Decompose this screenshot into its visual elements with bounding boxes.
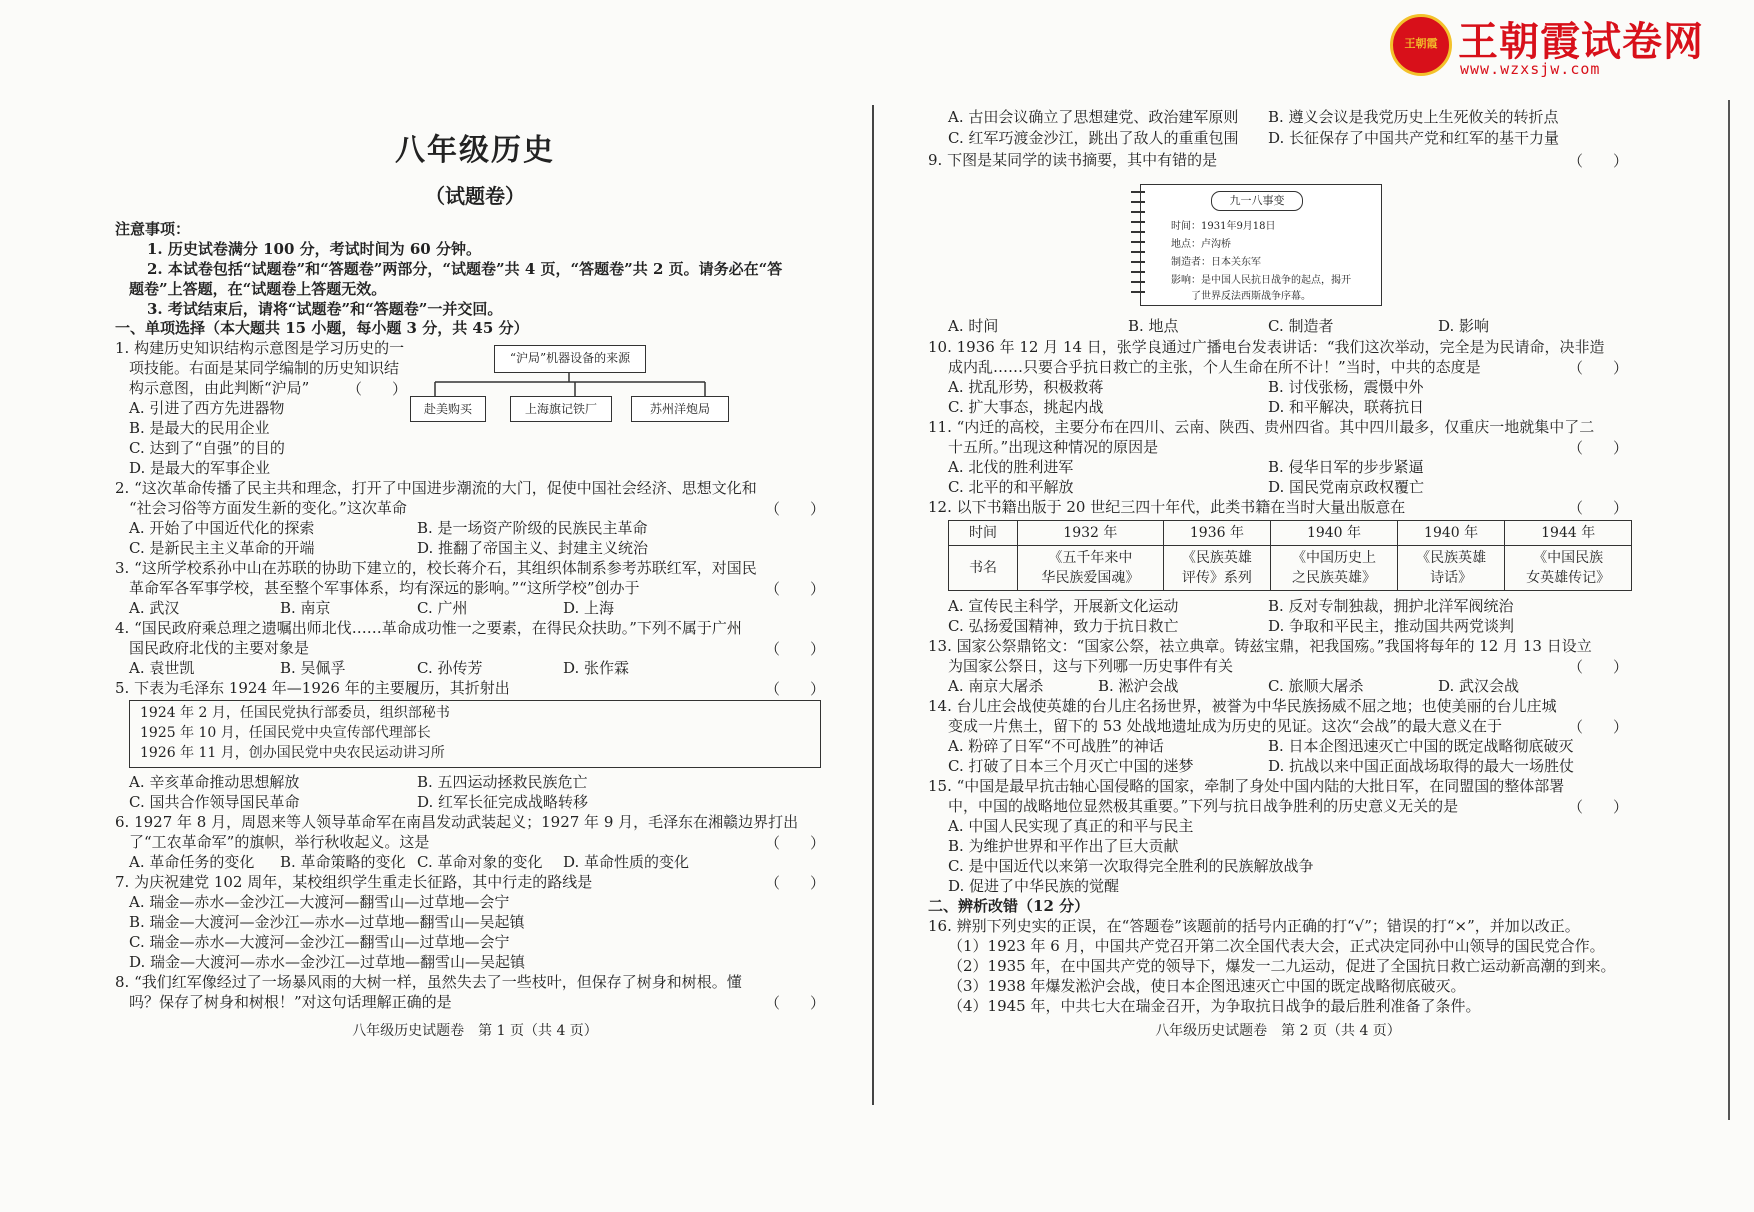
q9-option-b: B. 地点 — [1128, 317, 1179, 335]
logo-name: 王朝霞试卷网 — [1458, 19, 1704, 65]
q11-line1: 11. “内迁的高校，主要分布在四川、云南、陕西、贵州四省。其中四川最多，仅重庆一地就集中了二 — [928, 418, 1595, 436]
logo-url: www.wzxsjw.com — [1460, 60, 1601, 78]
answer-paren: （ ） — [1568, 439, 1629, 457]
q10-line1: 10. 1936 年 12 月 14 日，张学良通过广播电台发表讲话：“我们这次举动，完全是为民请命，决非造 — [928, 338, 1605, 356]
page-subtitle: （试题卷） — [425, 184, 525, 208]
q7-option-b: B. 瑞金—大渡河—金沙江—赤水—过草地—翻雪山—吴起镇 — [129, 913, 525, 931]
answer-paren: （ ） — [1568, 798, 1629, 816]
notes-impact: 影响：是中国人民抗日战争的起点，揭开 — [1171, 275, 1351, 286]
q14-option-a: A. 粉碎了日军“不可战胜”的神话 — [948, 737, 1164, 755]
q6-option-c: C. 革命对象的变化 — [417, 853, 543, 871]
q4-option-a: A. 袁世凯 — [129, 659, 195, 677]
table-book: 《民族英雄 诗话》 — [1397, 546, 1505, 591]
q14-option-d: D. 抗战以来中国正面战场取得的最大一场胜仗 — [1268, 757, 1575, 775]
q8-option-c: C. 红军巧渡金沙江，跳出了敌人的重重包围 — [948, 129, 1239, 147]
q6-option-d: D. 革命性质的变化 — [563, 853, 690, 871]
diagram-box-2: 上海旗记铁厂 — [510, 396, 612, 422]
q9-option-d: D. 影响 — [1438, 317, 1490, 335]
q11-option-c: C. 北平的和平解放 — [948, 478, 1074, 496]
section-1-heading: 一、单项选择（本大题共 15 小题，每小题 3 分，共 45 分） — [115, 319, 529, 337]
q1-line2: 项技能。右面是某同学编制的历史知识结 — [129, 359, 400, 377]
table-book: 《中国民族 女英雄传记》 — [1505, 546, 1632, 591]
page-footer-2: 八年级历史试题卷 第 2 页（共 4 页） — [1155, 1023, 1401, 1039]
q1-option-b: B. 是最大的民用企业 — [129, 419, 270, 437]
q2-option-b: B. 是一场资产阶级的民族民主革命 — [417, 519, 648, 537]
q10-option-d: D. 和平解决，联蒋抗日 — [1268, 398, 1425, 416]
q13-line2: 为国家公祭日，这与下列哪一历史事件有关 — [948, 657, 1234, 675]
answer-paren: （ ） — [765, 640, 826, 658]
q8-option-d: D. 长征保存了中国共产党和红军的基干力量 — [1268, 129, 1560, 147]
q5-record-1: 1924 年 2 月，任国民党执行部委员，组织部秘书 — [140, 705, 450, 721]
q14-option-c: C. 打破了日本三个月灭亡中国的迷梦 — [948, 757, 1194, 775]
notes-impact-cont: 了世界反法西斯战争序幕。 — [1191, 291, 1311, 302]
note-1: 1. 历史试卷满分 100 分，考试时间为 60 分钟。 — [147, 240, 481, 258]
q6-option-b: B. 革命策略的变化 — [280, 853, 406, 871]
q2-option-d: D. 推翻了帝国主义、封建主义统治 — [417, 539, 649, 557]
q5-option-b: B. 五四运动拯救民族危亡 — [417, 773, 588, 791]
q8-line1: 8. “我们红军像经过了一场暴风雨的大树一样，虽然失去了一些枝叶，但保存了树身和树根。懂 — [115, 973, 742, 991]
q1-option-c: C. 达到了“自强”的目的 — [129, 439, 285, 457]
right-page-lower — [928, 0, 1628, 1212]
q13-option-c: C. 旅顺大屠杀 — [1268, 677, 1364, 695]
q11-option-b: B. 侵华日军的步步紧逼 — [1268, 458, 1424, 476]
q6-line1: 6. 1927 年 8 月，周恩来等人领导革命军在南昌发动武装起义；1927 年 9 月，毛泽东在湘赣边界打出 — [115, 813, 799, 831]
q3-line2: 革命军各军事学校，甚至整个军事体系，均有深远的影响。”“这所学校”创办于 — [129, 579, 640, 597]
q16-item-3: （3）1938 年爆发淞沪会战，使日本企图迅速灭亡中国的既定战略彻底破灭。 — [948, 977, 1466, 995]
q10-option-c: C. 扩大事态，挑起内战 — [948, 398, 1104, 416]
q13-option-a: A. 南京大屠杀 — [948, 677, 1044, 695]
q11-line2: 十五所。”出现这种情况的原因是 — [948, 438, 1159, 456]
left-page — [115, 0, 826, 1212]
q1-option-d: D. 是最大的军事企业 — [129, 459, 271, 477]
notes-time: 时间：1931年9月18日 — [1171, 221, 1276, 232]
table-year: 1940 年 — [1397, 521, 1505, 546]
q9-option-c: C. 制造者 — [1268, 317, 1334, 335]
q9-line1: 9. 下图是某同学的读书摘要，其中有错的是 — [928, 151, 1218, 169]
q16-line1: 16. 辨别下列史实的正误，在“答题卷”该题前的括号内正确的打“√”；错误的打“×”，并加以改正。 — [928, 917, 1580, 935]
q4-line1: 4. “国民政府乘总理之遗嘱出师北伐……革命成功惟一之要素，在得民众扶助。”下列不属于广州 — [115, 619, 742, 637]
q13-option-d: D. 武汉会战 — [1438, 677, 1520, 695]
q13-option-b: B. 淞沪会战 — [1098, 677, 1179, 695]
notes-place: 地点：卢沟桥 — [1171, 239, 1231, 250]
answer-paren: （ ） — [347, 380, 408, 398]
q14-line1: 14. 台儿庄会战使英雄的台儿庄名扬世界，被誉为中华民族扬威不屈之地；也使美丽的台儿庄城 — [928, 697, 1557, 715]
q12-option-c: C. 弘扬爱国精神，致力于抗日救亡 — [948, 617, 1179, 635]
q3-option-a: A. 武汉 — [129, 599, 180, 617]
q5-option-d: D. 红军长征完成战略转移 — [417, 793, 589, 811]
q5-line1: 5. 下表为毛泽东 1924 年—1926 年的主要履历，其折射出 — [115, 679, 510, 697]
q11-option-d: D. 国民党南京政权覆亡 — [1268, 478, 1425, 496]
q15-line1: 15. “中国是最早抗击轴心国侵略的国家，牵制了身处中国内陆的大批日军，在同盟国的整体部署 — [928, 777, 1565, 795]
notes-maker: 制造者：日本关东军 — [1171, 257, 1261, 268]
diagram-root: “沪局”机器设备的来源 — [494, 345, 646, 373]
page-edge — [1728, 100, 1730, 1120]
answer-paren: （ ） — [765, 680, 826, 698]
q5-record-box — [129, 700, 821, 768]
q12-book-table — [948, 520, 1632, 591]
q4-line2: 国民政府北伐的主要对象是 — [129, 639, 310, 657]
diagram-box-3: 苏州洋炮局 — [631, 396, 729, 422]
q10-option-b: B. 讨伐张杨，震慑中外 — [1268, 378, 1424, 396]
note-3: 3. 考试结束后，请将“试题卷”和“答题卷”一并交回。 — [147, 300, 503, 318]
q4-option-b: B. 吴佩孚 — [280, 659, 346, 677]
table-year: 1940 年 — [1271, 521, 1398, 546]
q15-option-b: B. 为维护世界和平作出了巨大贡献 — [948, 837, 1179, 855]
q7-option-c: C. 瑞金—赤水—大渡河—金沙江—翻雪山—过草地—会宁 — [129, 933, 510, 951]
note-2-cont: 题卷”上答题，在“试题卷上答题无效。 — [129, 280, 387, 298]
table-year: 1932 年 — [1018, 521, 1164, 546]
q1-line3: 构示意图，由此判断“沪局” — [129, 379, 310, 397]
q4-option-d: D. 张作霖 — [563, 659, 630, 677]
q10-line2: 成内乱……只要合乎抗日救亡的主张，个人生命在所不计！”当时，中共的态度是 — [948, 358, 1481, 376]
q1-line1: 1. 构建历史知识结构示意图是学习历史的一 — [115, 339, 405, 357]
q3-option-b: B. 南京 — [280, 599, 331, 617]
q6-line2: 了“工农革命军”的旗帜，举行秋收起义。这是 — [129, 833, 430, 851]
page-footer-1: 八年级历史试题卷 第 1 页（共 4 页） — [352, 1023, 598, 1039]
q3-option-d: D. 上海 — [563, 599, 615, 617]
q5-record-2: 1925 年 10 月，任国民党中央宣传部代理部长 — [140, 725, 431, 741]
q3-option-c: C. 广州 — [417, 599, 468, 617]
q15-line2: 中，中国的战略地位显然极其重要。”下列与抗日战争胜利的历史意义无关的是 — [948, 797, 1459, 815]
answer-paren: （ ） — [765, 834, 826, 852]
q12-line1: 12. 以下书籍出版于 20 世纪三四十年代，此类书籍在当时大量出版意在 — [928, 498, 1406, 516]
answer-paren: （ ） — [1568, 359, 1629, 377]
q15-option-a: A. 中国人民实现了真正的和平与民主 — [948, 817, 1194, 835]
note-2: 2. 本试卷包括“试题卷”和“答题卷”两部分，“试题卷”共 4 页，“答题卷”共 2 页。请务必在“答 — [147, 260, 783, 278]
q9-option-a: A. 时间 — [948, 317, 999, 335]
q13-line1: 13. 国家公祭鼎铭文：“国家公祭，祛立典章。铸兹宝鼎，祀我国殇。”我国将每年的 12 月 13 日设立 — [928, 637, 1592, 655]
q2-line2: “社会习俗等方面发生新的变化。”这次革命 — [129, 499, 407, 517]
q1-option-a: A. 引进了西方先进器物 — [129, 399, 285, 417]
answer-paren: （ ） — [765, 580, 826, 598]
q14-option-b: B. 日本企图迅速灭亡中国的既定战略彻底破灭 — [1268, 737, 1574, 755]
q8-option-a: A. 古田会议确立了思想建党、政治建军原则 — [948, 108, 1239, 126]
q2-line1: 2. “这次革命传播了民主共和理念，打开了中国进步潮流的大门，促使中国社会经济、思想文化和 — [115, 479, 757, 497]
q15-option-c: C. 是中国近代以来第一次取得完全胜利的民族解放战争 — [948, 857, 1314, 875]
q3-line1: 3. “这所学校系孙中山在苏联的协助下建立的，校长蒋介石，其组织体制系参考苏联红军，对国民 — [115, 559, 757, 577]
q5-option-c: C. 国共合作领导国民革命 — [129, 793, 300, 811]
q14-line2: 变成一片焦土，留下的 53 处战地遗址成为历史的见证。这次“会战”的最大意义在于 — [948, 717, 1502, 735]
table-header-time: 时间 — [949, 521, 1018, 546]
q12-option-a: A. 宣传民主科学，开展新文化运动 — [948, 597, 1179, 615]
q7-option-a: A. 瑞金—赤水—金沙江—大渡河—翻雪山—过草地—会宁 — [129, 893, 510, 911]
q6-option-a: A. 革命任务的变化 — [129, 853, 255, 871]
page-divider — [872, 105, 874, 1105]
table-year: 1936 年 — [1163, 521, 1271, 546]
q15-option-d: D. 促进了中华民族的觉醒 — [948, 877, 1120, 895]
q12-option-d: D. 争取和平民主，推动国共两党谈判 — [1268, 617, 1515, 635]
q10-option-a: A. 扰乱形势，积极救蒋 — [948, 378, 1104, 396]
table-year: 1944 年 — [1505, 521, 1632, 546]
answer-paren: （ ） — [765, 500, 826, 518]
q16-item-1: （1）1923 年 6 月，中国共产党召开第二次全国代表大会，正式决定同孙中山领导的国民党合作。 — [948, 937, 1605, 955]
answer-paren: （ ） — [1568, 152, 1629, 170]
q8-option-b: B. 遵义会议是我党历史上生死攸关的转折点 — [1268, 108, 1559, 126]
q16-item-2: （2）1935 年，在中国共产党的领导下，爆发一二九运动，促进了全国抗日救亡运动新高潮的到来。 — [948, 957, 1616, 975]
logo-seal-icon: 王朝霞 — [1390, 14, 1452, 76]
q8-line2: 吗？保存了树身和树根！”对这句话理解正确的是 — [129, 993, 452, 1011]
q2-option-c: C. 是新民主主义革命的开端 — [129, 539, 315, 557]
q16-item-4: （4）1945 年，中共七大在瑞金召开，为争取抗日战争的最后胜利准备了条件。 — [948, 997, 1481, 1015]
notes-heading: 九一八事变 — [1211, 191, 1303, 211]
page-title: 八年级历史 — [395, 133, 555, 168]
table-book: 《中国历史上 之民族英雄》 — [1271, 546, 1398, 591]
q2-option-a: A. 开始了中国近代化的探索 — [129, 519, 315, 537]
diagram-box-1: 赴美购买 — [410, 396, 486, 422]
table-book: 《民族英雄 评传》系列 — [1163, 546, 1271, 591]
table-book: 《五千年来中 华民族爱国魂》 — [1018, 546, 1164, 591]
q5-option-a: A. 辛亥革命推动思想解放 — [129, 773, 300, 791]
notes-title: 注意事项： — [115, 220, 191, 238]
q11-option-a: A. 北伐的胜利进军 — [948, 458, 1074, 476]
answer-paren: （ ） — [765, 874, 826, 892]
answer-paren: （ ） — [765, 994, 826, 1012]
section-2-heading: 二、辨析改错（12 分） — [928, 897, 1090, 915]
q5-record-3: 1926 年 11 月，创办国民党中央农民运动讲习所 — [140, 745, 445, 761]
table-header-book: 书名 — [949, 546, 1018, 591]
q7-line1: 7. 为庆祝建党 102 周年，某校组织学生重走长征路，其中行走的路线是 — [115, 873, 593, 891]
q12-option-b: B. 反对专制独裁，拥护北洋军阀统治 — [1268, 597, 1514, 615]
answer-paren: （ ） — [1568, 499, 1629, 517]
answer-paren: （ ） — [1568, 658, 1629, 676]
q7-option-d: D. 瑞金—大渡河—赤水—金沙江—过草地—翻雪山—吴起镇 — [129, 953, 526, 971]
q4-option-c: C. 孙传芳 — [417, 659, 483, 677]
answer-paren: （ ） — [1568, 718, 1629, 736]
